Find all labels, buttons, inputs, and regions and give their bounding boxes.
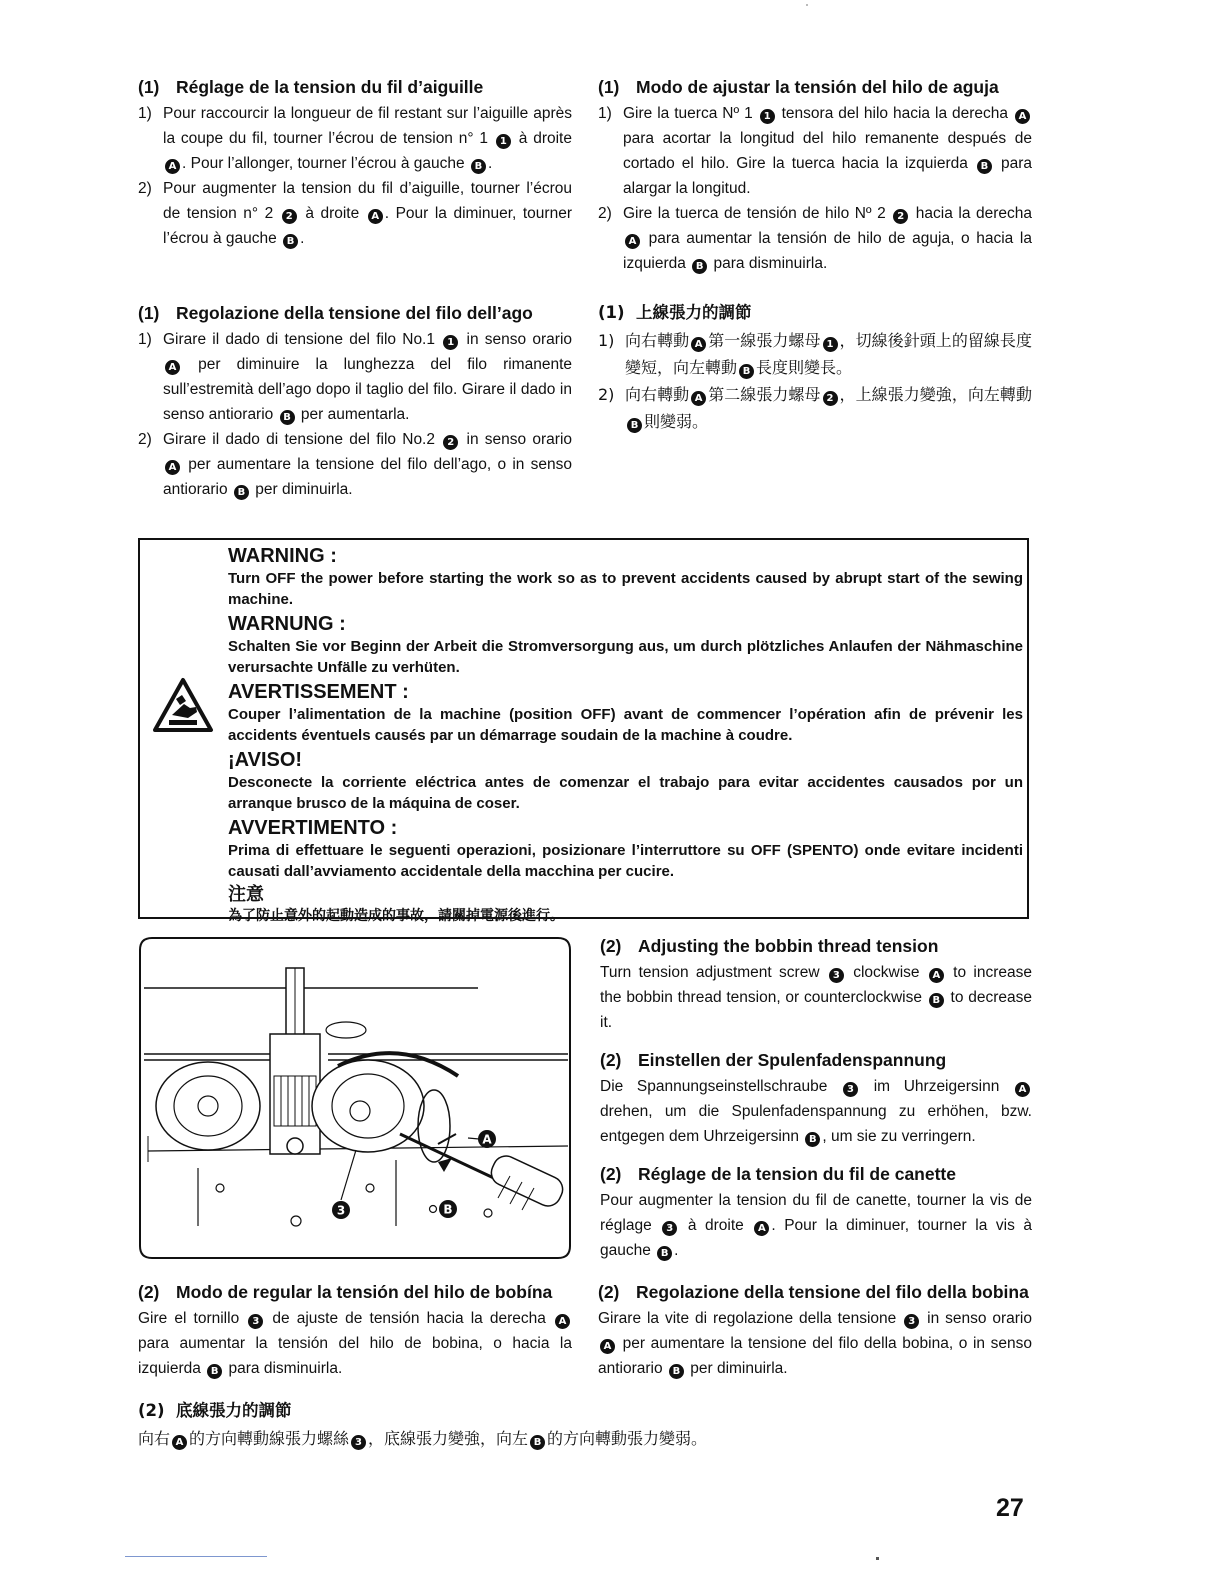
page-number: 27: [996, 1494, 1024, 1522]
badge-a: A: [600, 1339, 615, 1354]
badge-2: 2: [443, 435, 458, 450]
section-title: (2) Modo de regular la tensión del hilo de bobína: [138, 1282, 553, 1302]
list-item: 1) Gire la tuerca Nº 1 1 tensora del hilo hacia la derecha A para acortar la longitud del hilo remanente después de cortado el hilo. Gire la tuerca hacia la izquierda B para alargar la longitud.: [598, 105, 1033, 197]
section-it-needle-tension: [138, 300, 572, 502]
list-item: 2) 向右轉動 A 第二線張力螺母 2 ，上線張力變強，向左轉動B 則變弱。: [598, 385, 1032, 431]
figure-label-b: B: [443, 1202, 453, 1217]
warning-text-zh: 為了防止意外的起動造成的事故，請關掉電源後進行。: [228, 908, 564, 924]
section-body: Turn tension adjustment screw 3 clockwise A to increase the bobbin thread tension, or counterclockwise B to decrease it.: [600, 964, 1033, 1031]
section-title: (2) 底線張力的調節: [138, 1401, 292, 1420]
hand-hazard-warning-icon: [152, 677, 214, 733]
badge-a: A: [1015, 109, 1030, 124]
section-body: Gire el tornillo 3 de ajuste de tensión hacia la derecha A para aumentar la tensión del hilo de bobina, o hacia la izquierda B para disminuirla.: [138, 1310, 572, 1377]
section-title: (2) Réglage de la tension du fil de canette: [600, 1164, 956, 1184]
bobbin-tension-illustration: [138, 936, 572, 1260]
badge-2: 2: [893, 209, 908, 224]
list-item: 1) 向右轉動 A 第一線張力螺母 1 ，切線後針頭上的留線長度變短，向左轉動 B 長度則變長。: [598, 331, 1032, 377]
warning-text-es: Desconecte la corriente eléctrica antes de comenzar el trabajo para evitar accidentes causados por un arranque brusco de la máquina de coser.: [228, 774, 1023, 812]
section-fr-needle-tension: [138, 74, 572, 251]
scan-dot: [876, 1557, 879, 1560]
badge-a: A: [555, 1314, 570, 1329]
list-item: 1) Girare il dado di tensione del filo No.1 1 in senso orario A per diminuire la lunghezza del filo rimanente sull’estremità dell’ago dopo il taglio del filo. Girare il dado in senso antiorario B per aumentarla.: [138, 331, 573, 423]
badge-3: 3: [843, 1082, 858, 1097]
section-title: (1) Réglage de la tension du fil d’aiguille: [138, 77, 484, 97]
badge-a: A: [165, 360, 180, 375]
section-title: (2) Adjusting the bobbin thread tension: [600, 936, 939, 956]
section-zh-bobbin-tension: [138, 1398, 1032, 1452]
badge-b: B: [283, 234, 298, 249]
badge-1: 1: [496, 134, 511, 149]
badge-a: A: [691, 337, 706, 352]
badge-b: B: [929, 993, 944, 1008]
badge-1: 1: [760, 109, 775, 124]
badge-b: B: [627, 418, 642, 433]
badge-a: A: [1015, 1082, 1030, 1097]
badge-2: 2: [823, 391, 838, 406]
warning-title-fr: AVERTISSEMENT :: [228, 681, 409, 703]
warning-text-it: Prima di effettuare le seguenti operazioni, posizionare l’interruttore su OFF (SPENTO) onde evitare incidenti causati dall’avviamento accidentale della macchina per cucire.: [228, 842, 1023, 880]
warning-title-es: ¡AVISO!: [228, 749, 303, 771]
warning-title-en: WARNING :: [228, 545, 337, 567]
badge-a: A: [165, 159, 180, 174]
section-de-bobbin-tension: [600, 1047, 1032, 1149]
section-body: 向右 A 的方向轉動線張力螺絲 3 ，底線張力變強，向左 B 的方向轉動張力變弱。: [138, 1429, 708, 1448]
list-item: 1) Pour raccourcir la longueur de fil restant sur l’aiguille après la coupe du fil, tourner l’écrou de tension n° 1 1 à droite A . Pour l’allonger, tourner l’écrou à gauche B .: [138, 105, 572, 172]
badge-a: A: [625, 234, 640, 249]
badge-1: 1: [443, 335, 458, 350]
figure-label-3: 3: [336, 1203, 346, 1218]
warning-title-de: WARNUNG :: [228, 613, 346, 635]
section-body: Girare la vite di regolazione della tensione 3 in senso orario A per aumentare la tensione del filo della bobina, o in senso antiorario B per diminuirla.: [598, 1310, 1033, 1377]
section-title: (1) Modo de ajustar la tensión del hilo de aguja: [598, 77, 999, 97]
section-es-needle-tension: [598, 74, 1032, 276]
badge-b: B: [234, 485, 249, 500]
badge-b: B: [977, 159, 992, 174]
section-body: Pour augmenter la tension du fil de canette, tourner la vis de réglage 3 à droite A . Pour la diminuer, tourner la vis à gauche B .: [600, 1192, 1032, 1259]
section-es-bobbin-tension: [138, 1279, 572, 1381]
section-title: (1) 上線張力的調節: [598, 303, 752, 322]
section-body: Die Spannungseinstellschraube 3 im Uhrzeigersinn A drehen, um die Spulenfadenspannung zu erhöhen, bzw. entgegen dem Uhrzeigersinn B , um sie zu verringern.: [600, 1078, 1032, 1145]
list-item: 2) Girare il dado di tensione del filo No.2 2 in senso orario A per aumentare la tensione del filo dell’ago, o in senso antiorario B per diminuirla.: [138, 431, 573, 498]
section-fr-bobbin-tension: [600, 1161, 1032, 1263]
section-en-bobbin-tension: [600, 933, 1032, 1035]
badge-a: A: [929, 968, 944, 983]
section-title: (1) Regolazione della tensione del filo dell’ago: [138, 303, 533, 323]
list-item: 2) Gire la tuerca de tensión de hilo Nº 2 2 hacia la derecha A para aumentar la tensión de hilo de aguja, o hacia la izquierda B para disminuirla.: [598, 205, 1032, 272]
badge-b: B: [530, 1435, 545, 1450]
section-it-bobbin-tension: [598, 1279, 1032, 1381]
badge-1: 1: [823, 337, 838, 352]
footer-line: [125, 1556, 267, 1557]
badge-a: A: [754, 1221, 769, 1236]
figure-label-a: A: [482, 1132, 492, 1147]
section-zh-needle-tension: [598, 300, 1032, 435]
warning-box: [138, 538, 1029, 924]
badge-a: A: [368, 209, 383, 224]
badge-b: B: [280, 410, 295, 425]
list-item: 2) Pour augmenter la tension du fil d’aiguille, tourner l’écrou de tension n° 2 2 à droite A . Pour la diminuer, tourner l’écrou à gauche B .: [138, 180, 572, 247]
badge-a: A: [165, 460, 180, 475]
badge-b: B: [207, 1364, 222, 1379]
badge-b: B: [739, 364, 754, 379]
badge-a: A: [172, 1435, 187, 1450]
badge-3: 3: [351, 1435, 366, 1450]
badge-b: B: [805, 1132, 820, 1147]
badge-3: 3: [662, 1221, 677, 1236]
badge-3: 3: [248, 1314, 263, 1329]
warning-content: [228, 544, 1023, 929]
badge-b: B: [471, 159, 486, 174]
warning-text-de: Schalten Sie vor Beginn der Arbeit die Stromversorgung aus, um durch plötzliches Anlaufen der Nähmaschine verursachte Unfälle zu verhüten.: [228, 638, 1023, 676]
warning-text-en: Turn OFF the power before starting the work so as to prevent accidents caused by abrupt start of the sewing machine.: [228, 570, 1023, 608]
badge-2: 2: [282, 209, 297, 224]
section-title: (2) Regolazione della tensione del filo della bobina: [598, 1282, 1029, 1302]
section-title: (2) Einstellen der Spulenfadenspannung: [600, 1050, 947, 1070]
badge-a: A: [691, 391, 706, 406]
badge-b: B: [657, 1246, 672, 1261]
warning-title-zh: 注意: [228, 884, 264, 905]
scan-dot: [806, 4, 808, 6]
warning-title-it: AVVERTIMENTO :: [228, 817, 398, 839]
badge-b: B: [692, 259, 707, 274]
badge-b: B: [669, 1364, 684, 1379]
badge-3: 3: [904, 1314, 919, 1329]
badge-3: 3: [829, 968, 844, 983]
warning-text-fr: Couper l’alimentation de la machine (position OFF) avant de commencer l’opération afin de prévenir les accidents éventuels causés par un démarrage soudain de la machine à coudre.: [228, 706, 1023, 744]
